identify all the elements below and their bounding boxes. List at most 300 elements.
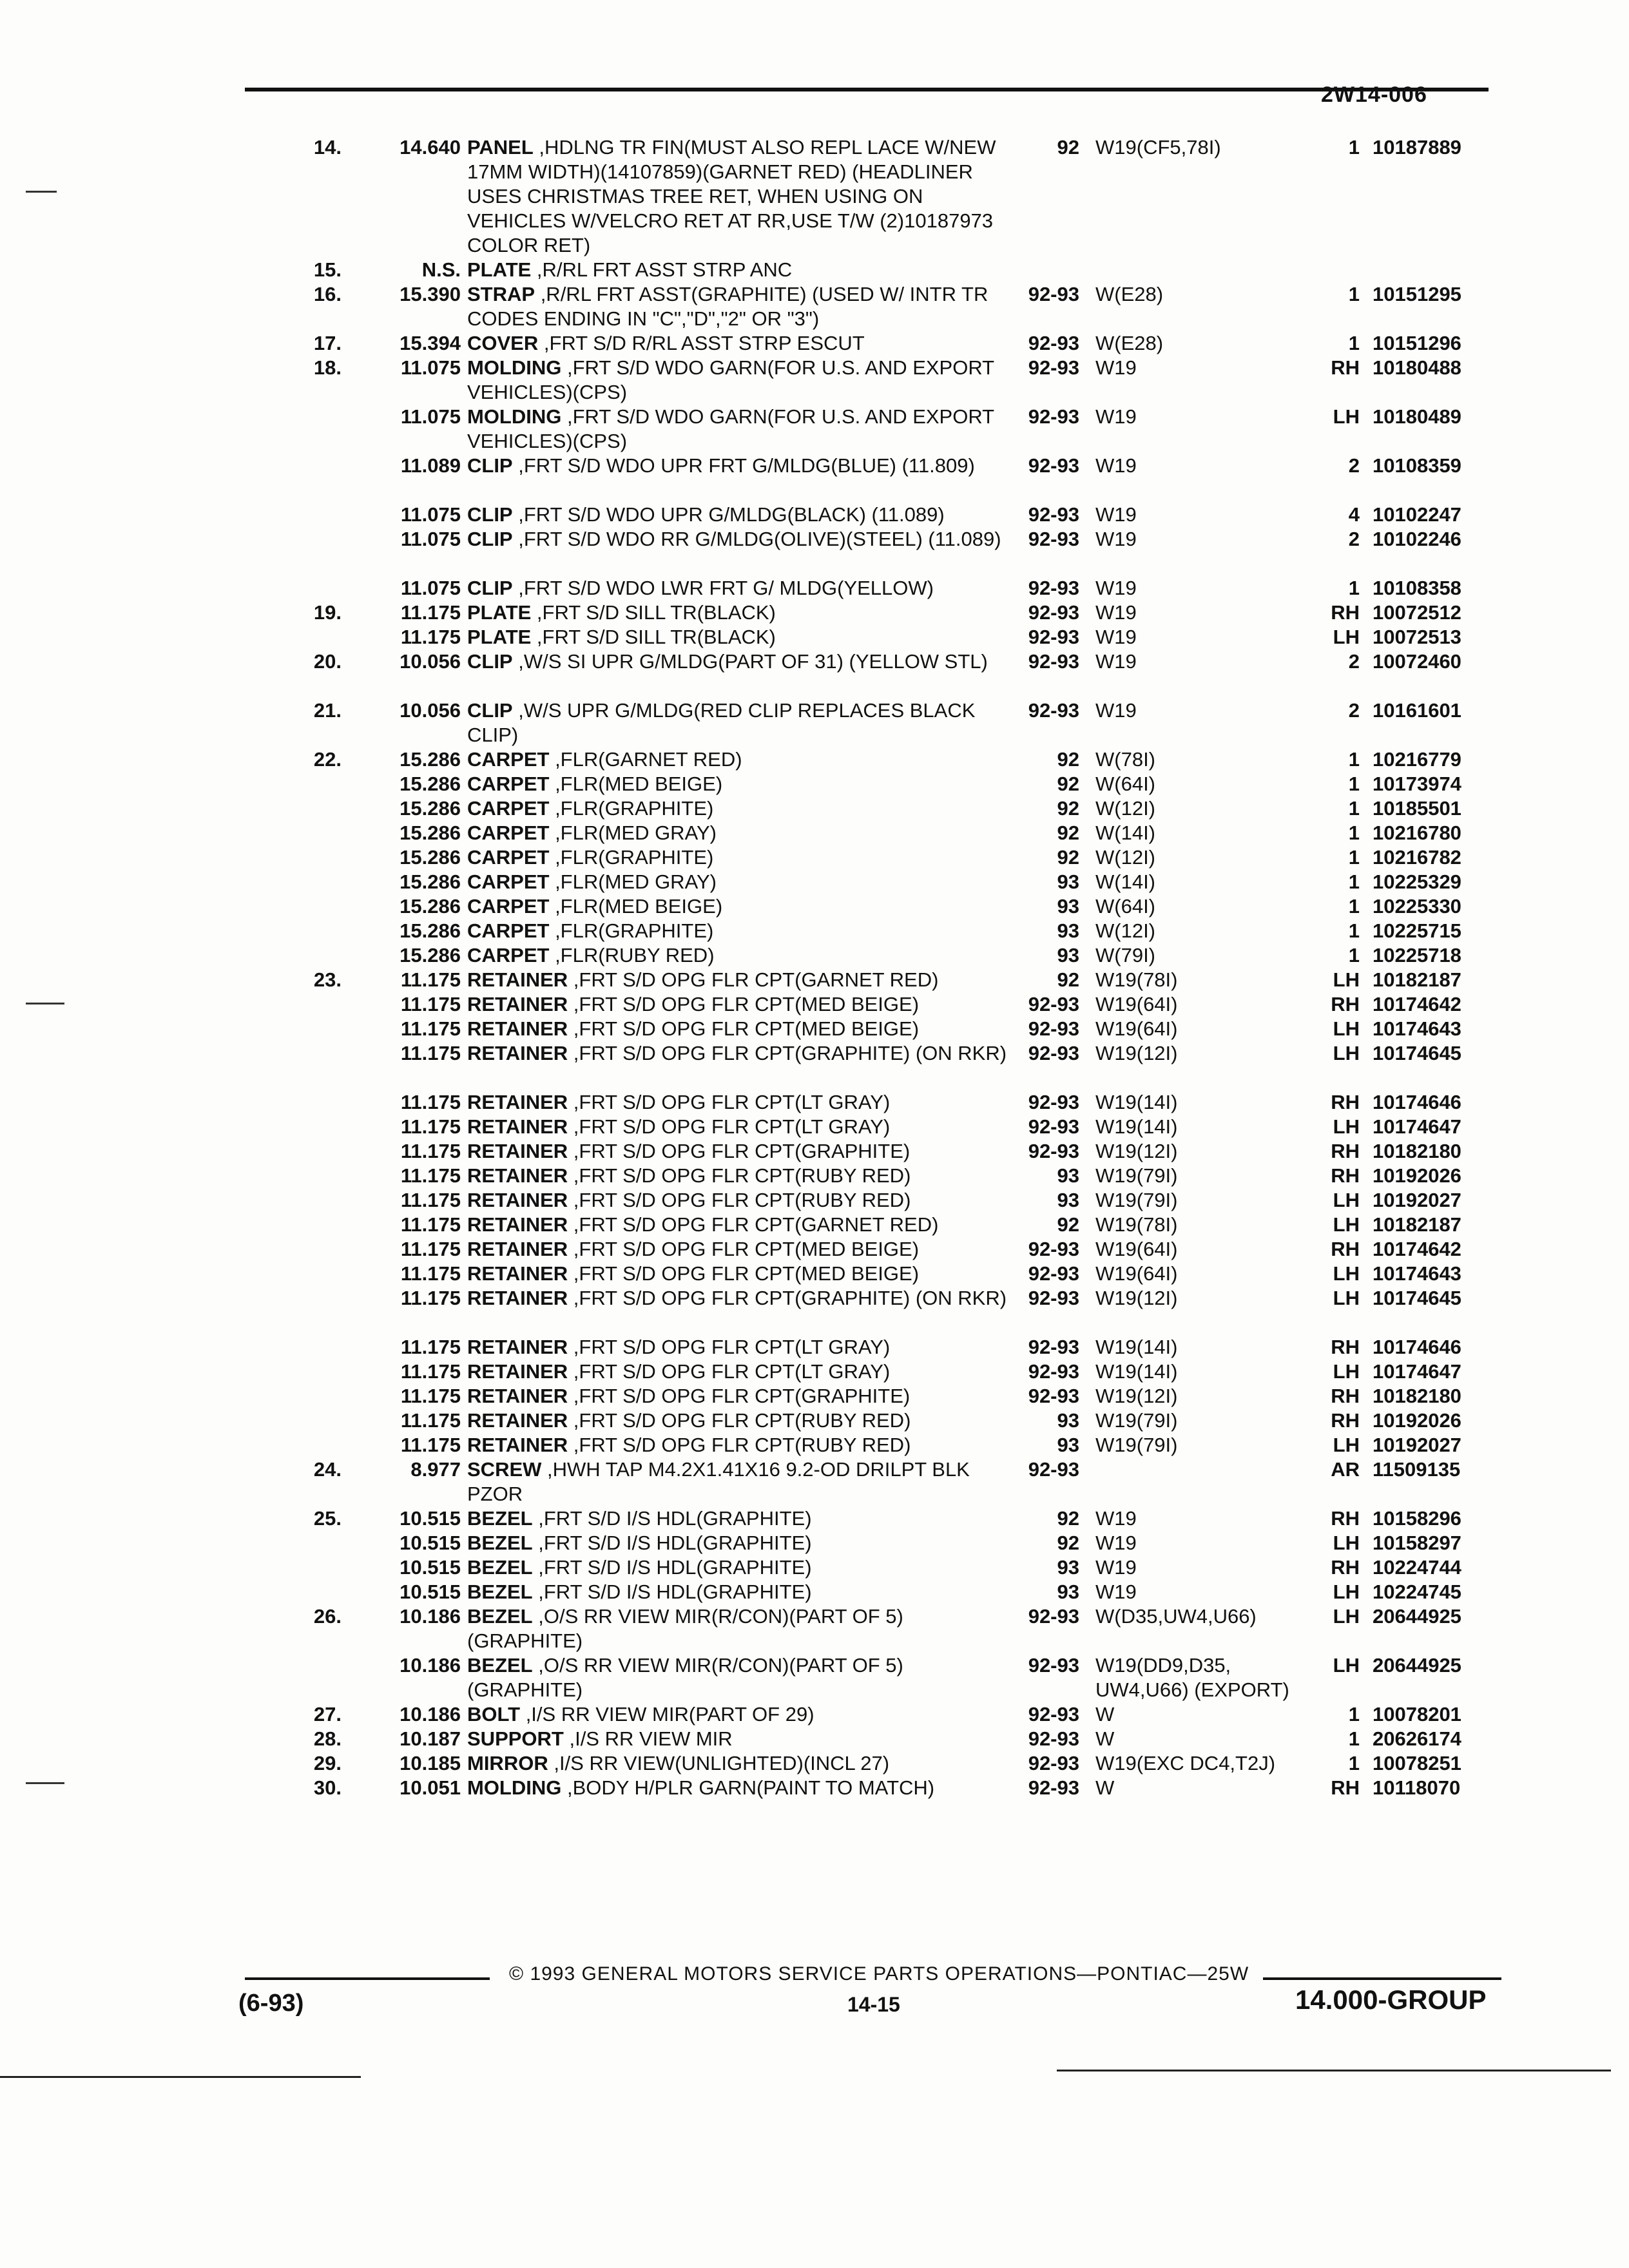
illustration-ref: 11.075 — [400, 503, 461, 526]
quantity: 2 — [1348, 650, 1360, 673]
model-years: 92-93 — [1028, 699, 1079, 722]
model-code: W19 — [1095, 699, 1137, 722]
parts-row — [0, 943, 1629, 968]
quantity: LH — [1333, 1434, 1360, 1456]
part-description — [467, 1237, 1008, 1262]
model-years: 92-93 — [1028, 1336, 1079, 1358]
part-description — [467, 1531, 1008, 1555]
part-description — [467, 503, 1008, 527]
illustration-ref: 11.175 — [400, 626, 461, 648]
illustration-ref: 10.056 — [400, 650, 461, 673]
model-code: W19 — [1095, 528, 1137, 550]
part-number: 10174642 — [1373, 993, 1461, 1015]
illustration-ref: 15.286 — [400, 944, 461, 966]
parts-row — [0, 649, 1629, 698]
parts-row — [0, 1237, 1629, 1262]
parts-row — [0, 992, 1629, 1017]
part-description — [467, 1164, 1008, 1188]
illustration-ref: 11.175 — [400, 1360, 461, 1383]
part-description — [467, 1702, 1008, 1727]
model-years: 92-93 — [1028, 577, 1079, 599]
parts-row — [0, 1653, 1629, 1702]
part-number: 10102246 — [1373, 528, 1461, 550]
model-years: 92-93 — [1028, 1703, 1079, 1725]
model-code: W19(79I) — [1095, 1409, 1178, 1432]
scan-artifact-line — [1057, 2070, 1611, 2071]
quantity: LH — [1333, 626, 1360, 648]
part-detail: ,FRT S/D SILL TR(BLACK) — [531, 626, 776, 648]
part-name: RETAINER — [467, 968, 568, 991]
part-detail: ,FRT S/D OPG FLR CPT(GRAPHITE) — [568, 1385, 911, 1407]
part-description — [467, 1384, 1008, 1408]
parts-row — [0, 282, 1629, 331]
part-name: BEZEL — [467, 1532, 533, 1554]
quantity: 1 — [1348, 1703, 1360, 1725]
part-detail: ,FRT S/D OPG FLR CPT(LT GRAY) — [568, 1336, 891, 1358]
part-name: MIRROR — [467, 1752, 548, 1774]
part-description — [467, 1090, 1008, 1115]
model-years: 93 — [1057, 1164, 1079, 1187]
model-code: W19(79I) — [1095, 1164, 1178, 1187]
part-name: RETAINER — [467, 1287, 568, 1309]
part-name: CLIP — [467, 454, 513, 477]
parts-row — [0, 405, 1629, 454]
part-number: 10158297 — [1373, 1532, 1461, 1554]
parts-row — [0, 1604, 1629, 1653]
part-name: CLIP — [467, 650, 513, 673]
part-number: 10072460 — [1373, 650, 1461, 673]
part-description — [467, 1213, 1008, 1237]
part-name: CARPET — [467, 870, 550, 893]
model-years: 92-93 — [1028, 356, 1079, 379]
illustration-ref: 11.175 — [400, 1017, 461, 1040]
model-code: W19(14I) — [1095, 1336, 1178, 1358]
part-number: 10174646 — [1373, 1091, 1461, 1113]
item-number: 17. — [313, 332, 342, 354]
quantity: RH — [1331, 1556, 1360, 1579]
part-number: 10173974 — [1373, 773, 1461, 795]
part-description — [467, 747, 1008, 772]
part-description — [467, 649, 1008, 674]
model-code: W(14I) — [1095, 822, 1155, 844]
model-code: W19 — [1095, 577, 1137, 599]
part-name: MOLDING — [467, 1776, 562, 1799]
model-years: 92 — [1057, 136, 1079, 159]
part-number: 10108358 — [1373, 577, 1461, 599]
quantity: RH — [1331, 356, 1360, 379]
quantity: RH — [1331, 1776, 1360, 1799]
part-name: CLIP — [467, 699, 513, 722]
part-number: 20644925 — [1373, 1605, 1461, 1628]
part-description — [467, 1408, 1008, 1433]
model-years: 92-93 — [1028, 503, 1079, 526]
part-detail: ,W/S UPR G/MLDG(RED CLIP REPLACES BLACK CLIP) — [467, 699, 976, 746]
part-description — [467, 454, 1008, 478]
model-code: W19 — [1095, 601, 1137, 624]
part-detail: ,FRT S/D WDO RR G/MLDG(OLIVE)(STEEL) (11.089) — [512, 528, 1001, 550]
part-description — [467, 894, 1008, 919]
item-number: 29. — [313, 1752, 342, 1774]
parts-row — [0, 331, 1629, 356]
model-code: W — [1095, 1727, 1115, 1750]
part-number: 10185501 — [1373, 797, 1461, 820]
part-description — [467, 1653, 1008, 1702]
parts-row — [0, 135, 1629, 258]
item-number: 20. — [313, 650, 342, 673]
part-name: RETAINER — [467, 1409, 568, 1432]
part-detail: ,FRT S/D WDO GARN(FOR U.S. AND EXPORT VEHICLES)(CPS) — [467, 405, 994, 452]
part-number: 10072513 — [1373, 626, 1461, 648]
quantity: 1 — [1348, 919, 1360, 942]
parts-row — [0, 576, 1629, 601]
part-description — [467, 1041, 1008, 1066]
part-name: RETAINER — [467, 1434, 568, 1456]
part-number: 10118070 — [1373, 1776, 1461, 1799]
part-name: BEZEL — [467, 1581, 533, 1603]
part-number: 10225715 — [1373, 919, 1461, 942]
parts-row — [0, 1433, 1629, 1457]
illustration-ref: 10.515 — [400, 1532, 461, 1554]
part-number: 10182187 — [1373, 1213, 1461, 1236]
model-code: W19(CF5,78I) — [1095, 136, 1221, 159]
model-code: W(79I) — [1095, 944, 1155, 966]
item-number: 19. — [313, 601, 342, 624]
illustration-ref: 15.286 — [400, 870, 461, 893]
model-code: W19(78I) — [1095, 1213, 1178, 1236]
part-detail: ,R/RL FRT ASST STRP ANC — [531, 258, 793, 281]
model-years: 92-93 — [1028, 1360, 1079, 1383]
item-number: 22. — [313, 748, 342, 771]
quantity: 1 — [1348, 748, 1360, 771]
model-years: 92-93 — [1028, 1042, 1079, 1064]
part-detail: ,FRT S/D I/S HDL(GRAPHITE) — [532, 1532, 812, 1554]
part-detail: ,FRT S/D R/RL ASST STRP ESCUT — [538, 332, 865, 354]
part-number: 10216780 — [1373, 822, 1461, 844]
part-detail: ,FLR(GRAPHITE) — [549, 846, 714, 869]
part-description — [467, 625, 1008, 649]
part-number: 10174647 — [1373, 1115, 1461, 1138]
part-detail: ,FRT S/D WDO UPR FRT G/MLDG(BLUE) (11.809) — [512, 454, 975, 477]
parts-row — [0, 1115, 1629, 1139]
parts-row — [0, 454, 1629, 503]
model-code: W19 — [1095, 454, 1137, 477]
part-detail: ,FRT S/D OPG FLR CPT(RUBY RED) — [568, 1409, 911, 1432]
quantity: 1 — [1348, 870, 1360, 893]
part-description — [467, 1776, 1008, 1800]
illustration-ref: 11.175 — [400, 1091, 461, 1113]
quantity: RH — [1331, 1238, 1360, 1260]
parts-row — [0, 1360, 1629, 1384]
parts-row — [0, 1262, 1629, 1286]
part-detail: ,FLR(GARNET RED) — [549, 748, 742, 771]
model-years: 92-93 — [1028, 1017, 1079, 1040]
part-description — [467, 919, 1008, 943]
model-code: W(E28) — [1095, 283, 1164, 305]
part-detail: ,FLR(RUBY RED) — [549, 944, 715, 966]
part-name: CARPET — [467, 822, 550, 844]
document-code: 2W14-006 — [1321, 82, 1427, 107]
part-name: RETAINER — [467, 1262, 568, 1285]
model-code: W19(79I) — [1095, 1189, 1178, 1211]
part-name: BEZEL — [467, 1605, 533, 1628]
part-number: 10225329 — [1373, 870, 1461, 893]
model-years: 92-93 — [1028, 1654, 1079, 1677]
part-name: PLATE — [467, 601, 532, 624]
parts-row — [0, 601, 1629, 625]
part-detail: ,FRT S/D OPG FLR CPT(MED BEIGE) — [568, 993, 920, 1015]
parts-row — [0, 1213, 1629, 1237]
model-years: 93 — [1057, 1409, 1079, 1432]
part-name: BEZEL — [467, 1556, 533, 1579]
model-years: 92-93 — [1028, 332, 1079, 354]
part-detail: ,FLR(MED GRAY) — [549, 870, 717, 893]
item-number: 16. — [313, 283, 342, 305]
quantity: LH — [1333, 1017, 1360, 1040]
part-name: BEZEL — [467, 1654, 533, 1677]
part-description — [467, 845, 1008, 870]
model-years: 92-93 — [1028, 1727, 1079, 1750]
parts-row — [0, 968, 1629, 992]
part-description — [467, 1115, 1008, 1139]
part-number: 10151296 — [1373, 332, 1461, 354]
item-number: 21. — [313, 699, 342, 722]
part-number: 10187889 — [1373, 136, 1461, 159]
item-number: 27. — [313, 1703, 342, 1725]
illustration-ref: 15.286 — [400, 919, 461, 942]
quantity: 1 — [1348, 944, 1360, 966]
part-detail: ,I/S RR VIEW(UNLIGHTED)(INCL 27) — [548, 1752, 890, 1774]
illustration-ref: 11.075 — [400, 577, 461, 599]
part-name: CARPET — [467, 846, 550, 869]
part-detail: ,FLR(MED GRAY) — [549, 822, 717, 844]
model-years: 93 — [1057, 919, 1079, 942]
parts-row — [0, 747, 1629, 772]
quantity: 1 — [1348, 1752, 1360, 1774]
parts-row — [0, 356, 1629, 405]
part-number: 10224745 — [1373, 1581, 1461, 1603]
model-years: 92-93 — [1028, 1140, 1079, 1162]
illustration-ref: 11.075 — [400, 528, 461, 550]
scan-artifact-line — [0, 2076, 361, 2078]
part-number: 10216782 — [1373, 846, 1461, 869]
model-years: 92 — [1057, 1507, 1079, 1530]
illustration-ref: 11.175 — [400, 968, 461, 991]
date-code: (6-93) — [238, 1990, 304, 2017]
part-name: RETAINER — [467, 1189, 568, 1211]
model-code: W(78I) — [1095, 748, 1155, 771]
part-name: RETAINER — [467, 1213, 568, 1236]
illustration-ref: 15.390 — [400, 283, 461, 305]
part-detail: ,W/S SI UPR G/MLDG(PART OF 31) (YELLOW STL) — [512, 650, 988, 673]
illustration-ref: 10.186 — [400, 1605, 461, 1628]
illustration-ref: 11.175 — [400, 1409, 461, 1432]
part-description — [467, 1017, 1008, 1041]
part-description — [467, 1580, 1008, 1604]
part-number: 10182180 — [1373, 1140, 1461, 1162]
model-years: 92 — [1057, 846, 1079, 869]
illustration-ref: 15.286 — [400, 773, 461, 795]
part-name: BEZEL — [467, 1507, 533, 1530]
part-description — [467, 796, 1008, 821]
parts-row — [0, 1164, 1629, 1188]
illustration-ref: 11.175 — [400, 1287, 461, 1309]
illustration-ref: N.S. — [421, 258, 461, 281]
model-years: 92 — [1057, 968, 1079, 991]
illustration-ref: 11.075 — [400, 405, 461, 428]
model-code: W19 — [1095, 503, 1137, 526]
part-name: MOLDING — [467, 405, 562, 428]
parts-row — [0, 527, 1629, 576]
part-number: 10174643 — [1373, 1262, 1461, 1285]
quantity: 2 — [1348, 528, 1360, 550]
part-detail: ,FRT S/D I/S HDL(GRAPHITE) — [532, 1556, 812, 1579]
model-code: W(14I) — [1095, 870, 1155, 893]
part-description — [467, 821, 1008, 845]
model-code: W(64I) — [1095, 895, 1155, 918]
parts-row — [0, 1139, 1629, 1164]
model-years: 92-93 — [1028, 626, 1079, 648]
part-description — [467, 698, 1008, 747]
quantity: 2 — [1348, 699, 1360, 722]
illustration-ref: 11.175 — [400, 1385, 461, 1407]
illustration-ref: 15.286 — [400, 846, 461, 869]
illustration-ref: 11.175 — [400, 1140, 461, 1162]
quantity: LH — [1333, 1262, 1360, 1285]
illustration-ref: 15.286 — [400, 748, 461, 771]
model-years: 92-93 — [1028, 1262, 1079, 1285]
part-description — [467, 772, 1008, 796]
part-description — [467, 601, 1008, 625]
quantity: RH — [1331, 993, 1360, 1015]
parts-row — [0, 1751, 1629, 1776]
part-number: 10192027 — [1373, 1434, 1461, 1456]
parts-row — [0, 1457, 1629, 1506]
model-code: W19(64I) — [1095, 1238, 1178, 1260]
item-number: 25. — [313, 1507, 342, 1530]
part-number: 10151295 — [1373, 283, 1461, 305]
model-years: 92-93 — [1028, 1238, 1079, 1260]
part-detail: ,FRT S/D OPG FLR CPT(RUBY RED) — [568, 1189, 911, 1211]
part-description — [467, 1727, 1008, 1751]
part-name: RETAINER — [467, 1238, 568, 1260]
model-years: 92 — [1057, 1532, 1079, 1554]
parts-row — [0, 894, 1629, 919]
model-years: 92 — [1057, 1213, 1079, 1236]
part-detail: ,HWH TAP M4.2X1.41X16 9.2-OD DRILPT BLK PZOR — [467, 1458, 970, 1505]
part-description — [467, 576, 1008, 601]
model-years: 92-93 — [1028, 283, 1079, 305]
quantity: 1 — [1348, 1727, 1360, 1750]
part-description — [467, 1360, 1008, 1384]
model-code: W19(64I) — [1095, 1262, 1178, 1285]
part-detail: ,FRT S/D I/S HDL(GRAPHITE) — [532, 1507, 812, 1530]
part-detail: ,FRT S/D OPG FLR CPT(GARNET RED) — [568, 1213, 939, 1236]
part-number: 10225330 — [1373, 895, 1461, 918]
illustration-ref: 11.175 — [400, 1213, 461, 1236]
illustration-ref: 15.286 — [400, 895, 461, 918]
part-number: 20626174 — [1373, 1727, 1461, 1750]
model-years: 92-93 — [1028, 993, 1079, 1015]
part-name: BOLT — [467, 1703, 521, 1725]
part-number: 10072512 — [1373, 601, 1461, 624]
model-code: W(12I) — [1095, 797, 1155, 820]
illustration-ref: 8.977 — [410, 1458, 461, 1481]
part-description — [467, 1555, 1008, 1580]
illustration-ref: 11.175 — [400, 1434, 461, 1456]
model-code: W19 — [1095, 650, 1137, 673]
part-name: MOLDING — [467, 356, 562, 379]
part-name: STRAP — [467, 283, 535, 305]
part-name: RETAINER — [467, 1042, 568, 1064]
part-description — [467, 1139, 1008, 1164]
quantity: 1 — [1348, 822, 1360, 844]
parts-row — [0, 1335, 1629, 1360]
illustration-ref: 11.175 — [400, 1262, 461, 1285]
page-number: 14-15 — [847, 1993, 900, 2016]
quantity: LH — [1333, 1581, 1360, 1603]
model-code: W19(12I) — [1095, 1140, 1178, 1162]
model-years: 92 — [1057, 822, 1079, 844]
model-years: 92-93 — [1028, 1091, 1079, 1113]
illustration-ref: 11.175 — [400, 1189, 461, 1211]
parts-row — [0, 1702, 1629, 1727]
part-number: 10182187 — [1373, 968, 1461, 991]
footer-rule-right — [1263, 1977, 1501, 1980]
part-name: PLATE — [467, 626, 532, 648]
part-number: 10180489 — [1373, 405, 1461, 428]
part-detail: ,FLR(MED BEIGE) — [549, 773, 723, 795]
footer-rule-left — [245, 1977, 490, 1980]
part-number: 10102247 — [1373, 503, 1461, 526]
part-number: 10174643 — [1373, 1017, 1461, 1040]
quantity: LH — [1333, 1287, 1360, 1309]
part-detail: ,FLR(GRAPHITE) — [549, 919, 714, 942]
part-number: 10078251 — [1373, 1752, 1461, 1774]
part-detail: ,I/S RR VIEW MIR(PART OF 29) — [520, 1703, 815, 1725]
part-name: RETAINER — [467, 1385, 568, 1407]
part-detail: ,FRT S/D OPG FLR CPT(MED BEIGE) — [568, 1238, 920, 1260]
parts-row — [0, 698, 1629, 747]
item-number: 14. — [313, 136, 342, 159]
part-detail: ,FRT S/D SILL TR(BLACK) — [531, 601, 776, 624]
model-years: 92 — [1057, 748, 1079, 771]
item-number: 28. — [313, 1727, 342, 1750]
part-detail: ,FLR(MED BEIGE) — [549, 895, 723, 918]
item-number: 26. — [313, 1605, 342, 1628]
part-detail: ,FRT S/D OPG FLR CPT(LT GRAY) — [568, 1115, 891, 1138]
part-detail: ,O/S RR VIEW MIR(R/CON)(PART OF 5) (GRAPHITE) — [467, 1654, 903, 1701]
part-name: PANEL — [467, 136, 534, 159]
model-years: 92-93 — [1028, 1115, 1079, 1138]
item-number: 18. — [313, 356, 342, 379]
model-years: 92 — [1057, 773, 1079, 795]
part-description — [467, 1188, 1008, 1213]
model-years: 92-93 — [1028, 405, 1079, 428]
parts-row — [0, 503, 1629, 527]
model-code: W19 — [1095, 1507, 1137, 1530]
part-name: RETAINER — [467, 1336, 568, 1358]
part-name: RETAINER — [467, 1164, 568, 1187]
model-code: W19 — [1095, 405, 1137, 428]
part-name: RETAINER — [467, 1140, 568, 1162]
quantity: 1 — [1348, 136, 1360, 159]
part-number: 10216779 — [1373, 748, 1461, 771]
footer-copyright: © 1993 GENERAL MOTORS SERVICE PARTS OPERATIONS—PONTIAC—25W — [509, 1963, 1249, 1984]
part-number: 10225718 — [1373, 944, 1461, 966]
part-number: 10192027 — [1373, 1189, 1461, 1211]
part-description — [467, 1604, 1008, 1653]
illustration-ref: 11.175 — [400, 1164, 461, 1187]
